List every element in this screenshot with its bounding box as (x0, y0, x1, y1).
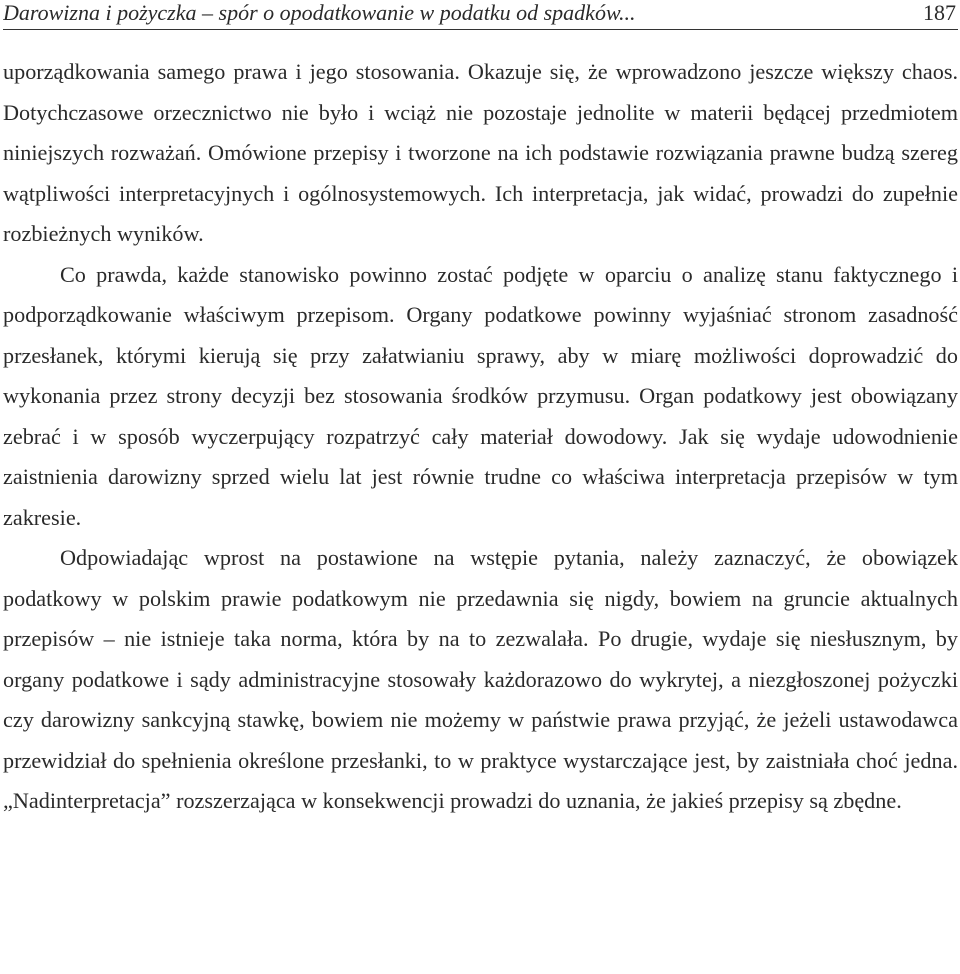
paragraph-2: Co prawda, każde stanowisko powinno zostać podjęte w oparciu o analizę stanu faktycznego i podporządkowanie właściwym przepisom. Organy podatkowe powinny wyjaśniać stronom zasadność przesłanek, którymi kierują się przy załatwianiu sprawy, aby w miarę możliwości doprowadzić do wykonania przez strony decyzji bez stosowania środków przymusu. Organ podatkowy jest obowiązany zebrać i w sposób wyczerpujący rozpatrzyć cały materiał dowodowy. Jak się wydaje udowodnienie zaistnienia darowizny sprzed wielu lat jest równie trudne co właściwa interpretacja przepisów w tym zakresie. (3, 261, 958, 530)
running-header (3, 0, 958, 30)
header-title: Darowizna i pożyczka – spór o opodatkowanie w podatku od spadków... (3, 0, 636, 25)
paragraph-3: Odpowiadając wprost na postawione na wstępie pytania, należy zaznaczyć, że obowiązek podatkowy w polskim prawie podatkowym nie przedawnia się nigdy, bowiem na gruncie aktualnych przepisów – nie istnieje taka norma, która by na to zezwalała. Po drugie, wydaje się niesłusznym, by organy podatkowe i sądy administracyjne stosowały każdorazowo do wykrytej, a niezgłoszonej pożyczki czy darowizny sankcyjną stawkę, bowiem nie możemy w państwie prawa przyjąć, że jeżeli ustawodawca przewidział do spełnienia określone przesłanki, to w praktyce wystarczające jest, by zaistniała choć jedna. „Nadinterpretacja” rozszerzająca w konsekwencji prowadzi do uznania, że jakieś przepisy są zbędne. (3, 545, 958, 813)
page-number: 187 (923, 0, 956, 25)
body-text (3, 52, 958, 822)
paragraph-1: uporządkowania samego prawa i jego stosowania. Okazuje się, że wprowadzono jeszcze większy chaos. Dotychczasowe orzecznictwo nie było i wciąż nie pozostaje jednolite w materii będącej przedmiotem niniejszych rozważań. Omówione przepisy i tworzone na ich podstawie rozwiązania prawne budzą szereg wątpliwości interpretacyjnych i ogólnosystemowych. Ich interpretacja, jak widać, prowadzi do zupełnie rozbieżnych wyników. (3, 59, 958, 246)
